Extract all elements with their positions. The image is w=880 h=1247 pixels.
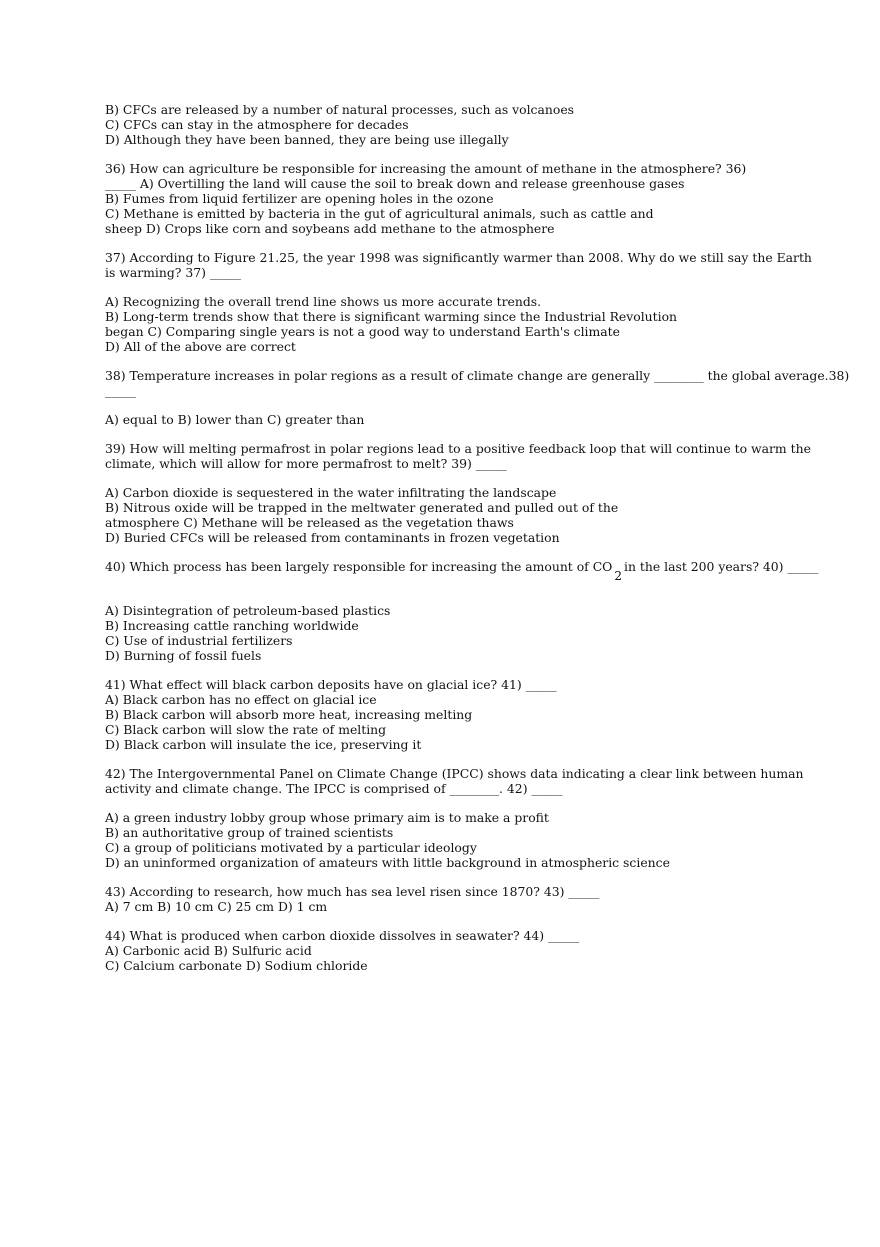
question-39: [105, 441, 811, 545]
q44-options-ab: A) Carbonic acid B) Sulfuric acid: [105, 943, 312, 958]
question-41: [105, 677, 805, 752]
q39-stem: 39) How will melting permafrost in polar regions lead to a positive feedback loop that will continue to warm the: [105, 441, 811, 456]
q40-subscript: 2: [614, 569, 622, 583]
q44-stem: 44) What is produced when carbon dioxide dissolves in seawater? 44) _____: [105, 928, 580, 943]
q39-option-a: A) Carbon dioxide is sequestered in the water infiltrating the landscape: [105, 485, 557, 500]
q35-option-b: B) CFCs are released by a number of natural processes, such as volcanoes: [105, 102, 575, 117]
q42-option-c: C) a group of politicians motivated by a particular ideology: [105, 840, 477, 855]
q39-option-d: D) Buried CFCs will be released from contaminants in frozen vegetation: [105, 530, 560, 545]
q35-option-c: C) CFCs can stay in the atmosphere for decades: [105, 117, 409, 132]
q40-stem-prefix: 40) Which process has been largely responsible for increasing the amount of CO: [105, 559, 613, 574]
q41-option-a: A) Black carbon has no effect on glacial ice: [105, 692, 377, 707]
q37-option-d: D) All of the above are correct: [105, 339, 296, 354]
q42-option-b: B) an authoritative group of trained scientists: [105, 825, 394, 840]
q38-blank: _____: [105, 383, 136, 398]
q36-option-c: C) Methane is emitted by bacteria in the gut of agricultural animals, such as cattle and: [105, 206, 654, 221]
q36-option-d: sheep D) Crops like corn and soybeans add methane to the atmosphere: [105, 221, 555, 236]
q37-stem: 37) According to Figure 21.25, the year 1998 was significantly warmer than 2008. Why do we still say the Earth: [105, 250, 812, 265]
q37-option-a: A) Recognizing the overall trend line shows us more accurate trends.: [105, 294, 542, 309]
q40-stem-suffix: in the last 200 years? 40) _____: [624, 559, 819, 574]
q41-stem: 41) What effect will black carbon deposits have on glacial ice? 41) _____: [105, 677, 557, 692]
q37-stem-cont: is warming? 37) _____: [105, 265, 241, 280]
q36-stem: 36) How can agriculture be responsible for increasing the amount of methane in the atmosphere? 36): [105, 161, 747, 176]
question-44: [105, 928, 805, 973]
q44-options-cd: C) Calcium carbonate D) Sodium chloride: [105, 958, 368, 973]
q43-options: A) 7 cm B) 10 cm C) 25 cm D) 1 cm: [105, 899, 328, 914]
q41-option-b: B) Black carbon will absorb more heat, increasing melting: [105, 707, 473, 722]
q36-option-a: _____ A) Overtilling the land will cause the soil to break down and release greenhouse gases: [105, 176, 685, 191]
q40-option-d: D) Burning of fossil fuels: [105, 648, 262, 663]
question-42: [105, 766, 805, 870]
q41-option-c: C) Black carbon will slow the rate of melting: [105, 722, 387, 737]
q40-stem: [105, 559, 819, 583]
question-43: [105, 884, 805, 914]
q42-option-d: D) an uninformed organization of amateurs with little background in atmospheric science: [105, 855, 670, 870]
question-36: [105, 161, 805, 236]
question-38: [105, 368, 850, 427]
document-page: [105, 102, 850, 987]
q35-option-d: D) Although they have been banned, they are being use illegally: [105, 132, 509, 147]
q38-options: A) equal to B) lower than C) greater than: [105, 412, 365, 427]
question-37: [105, 250, 812, 354]
q39-option-b: B) Nitrous oxide will be trapped in the meltwater generated and pulled out of the: [105, 500, 619, 515]
q36-option-b: B) Fumes from liquid fertilizer are opening holes in the ozone: [105, 191, 494, 206]
q43-stem: 43) According to research, how much has sea level risen since 1870? 43) _____: [105, 884, 600, 899]
q42-stem-cont: activity and climate change. The IPCC is comprised of ________. 42) _____: [105, 781, 563, 796]
question-35-options: [105, 102, 805, 147]
q40-option-c: C) Use of industrial fertilizers: [105, 633, 293, 648]
q39-option-c: atmosphere C) Methane will be released as the vegetation thaws: [105, 515, 514, 530]
q40-option-a: A) Disintegration of petroleum-based plastics: [105, 603, 391, 618]
q40-option-b: B) Increasing cattle ranching worldwide: [105, 618, 359, 633]
q37-option-b: B) Long-term trends show that there is significant warming since the Industrial Revolution: [105, 309, 678, 324]
q41-option-d: D) Black carbon will insulate the ice, preserving it: [105, 737, 422, 752]
question-40: [105, 559, 819, 663]
q38-stem: 38) Temperature increases in polar regions as a result of climate change are generally ________ the global average.38): [105, 368, 850, 383]
q42-option-a: A) a green industry lobby group whose primary aim is to make a profit: [105, 810, 549, 825]
q39-stem-cont: climate, which will allow for more permafrost to melt? 39) _____: [105, 456, 507, 471]
q37-option-c: began C) Comparing single years is not a good way to understand Earth's climate: [105, 324, 620, 339]
q42-stem: 42) The Intergovernmental Panel on Climate Change (IPCC) shows data indicating a clear link between human: [105, 766, 804, 781]
